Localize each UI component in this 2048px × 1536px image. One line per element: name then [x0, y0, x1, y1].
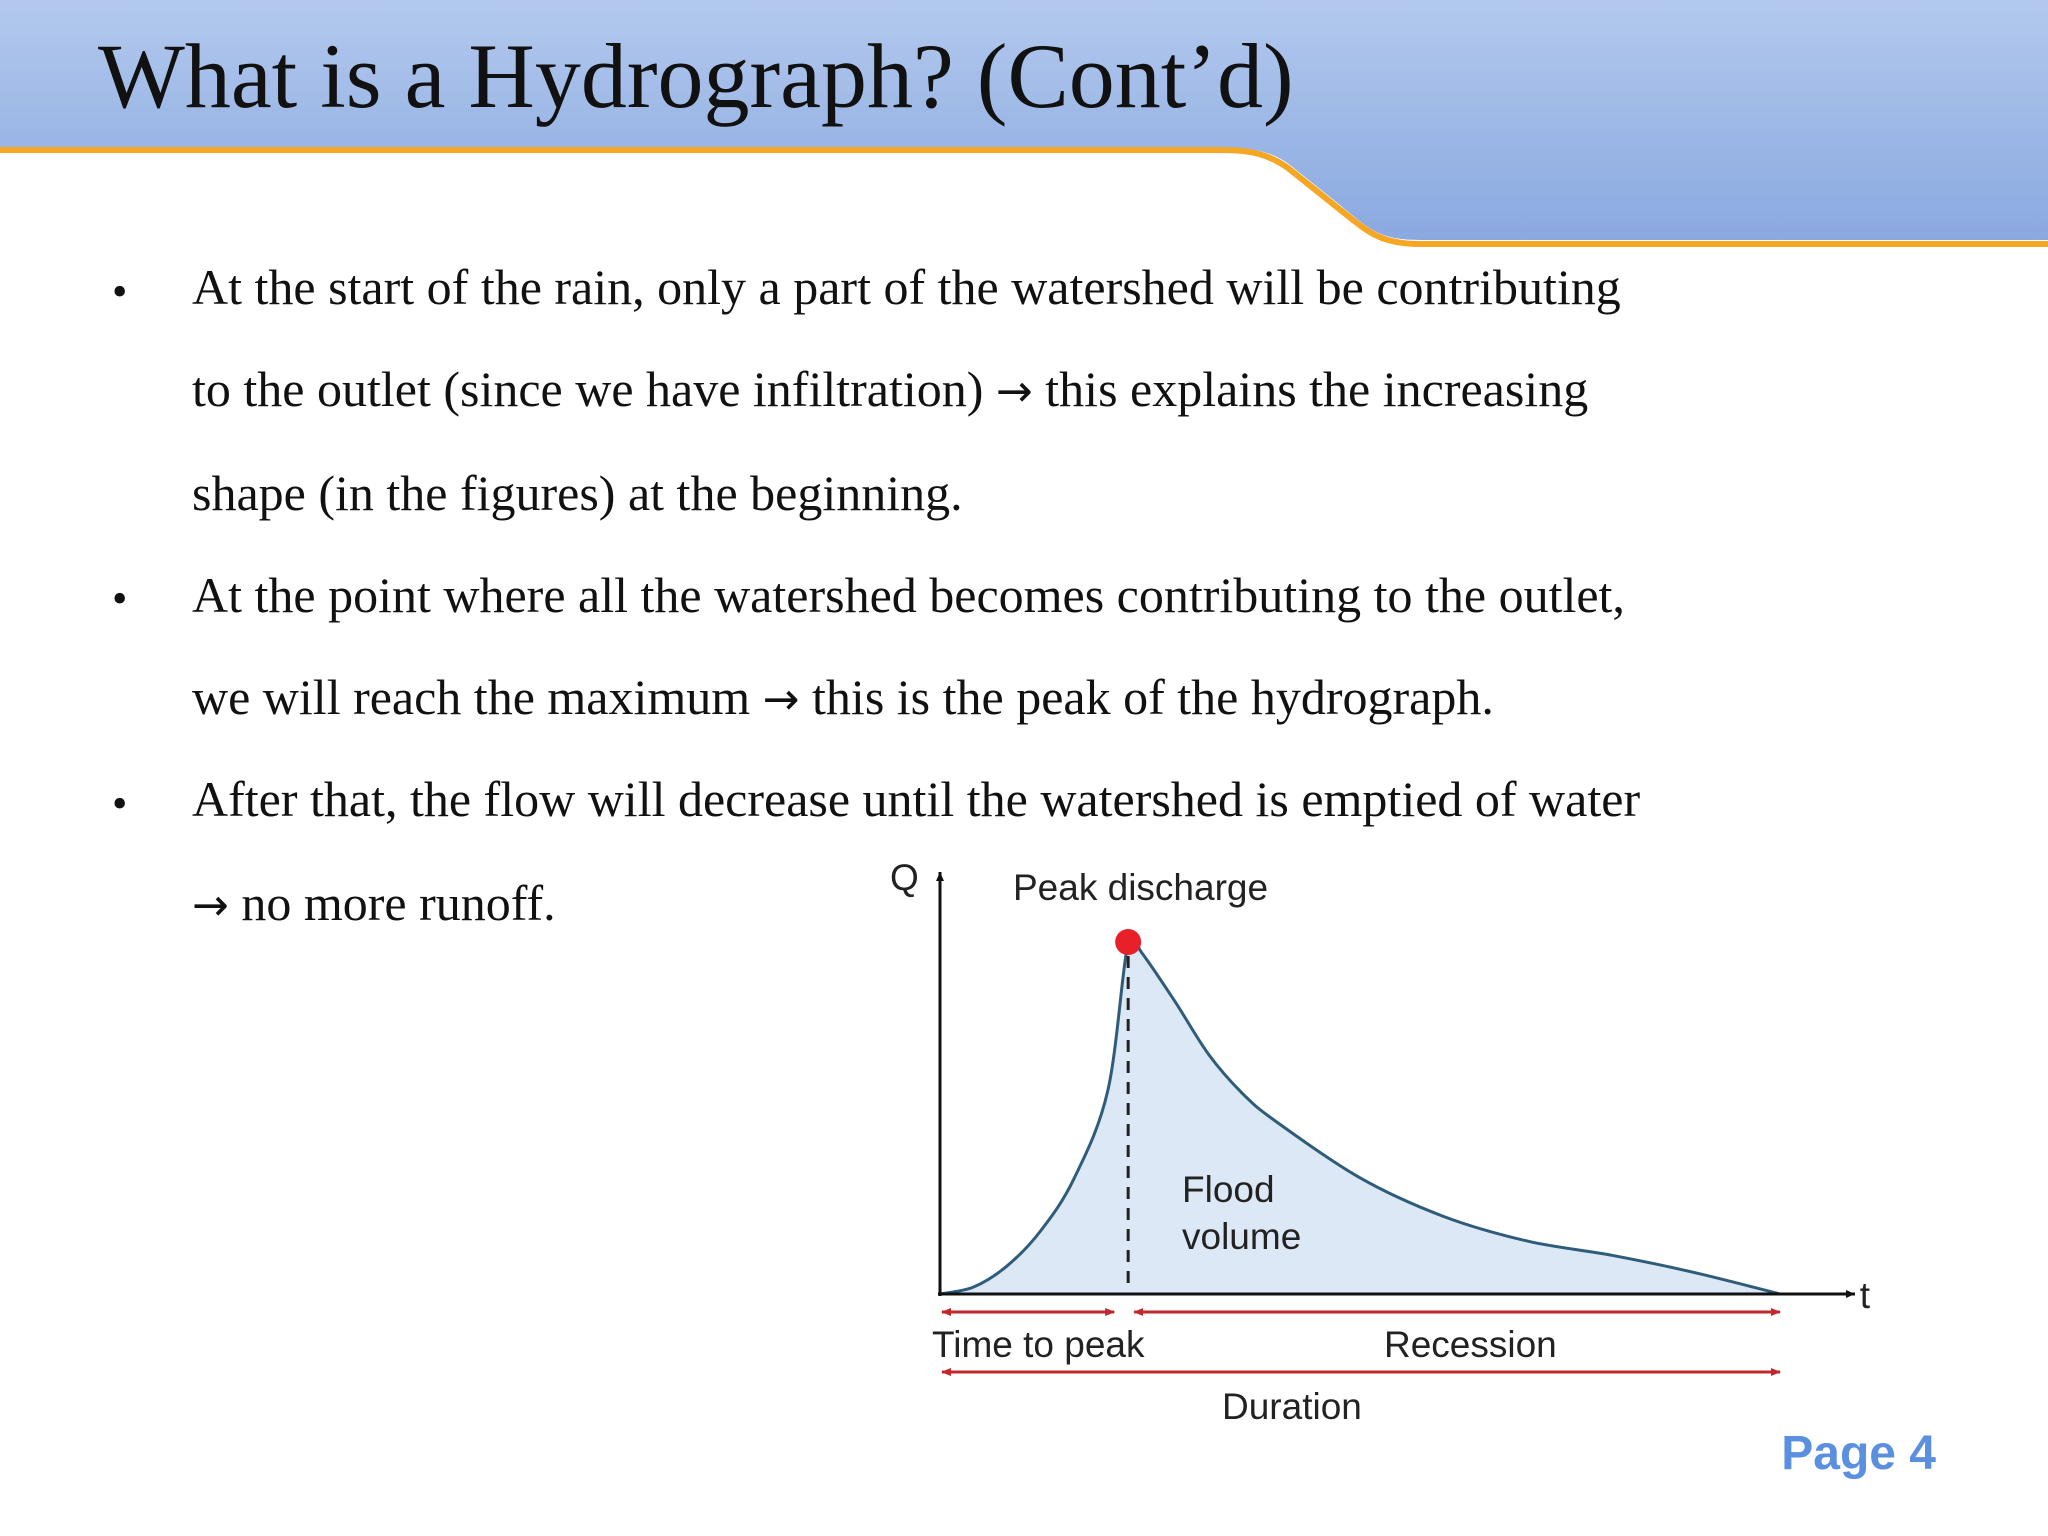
right-arrow-icon: →: [762, 674, 800, 725]
slide-title: What is a Hydrograph? (Cont’d): [98, 25, 1294, 127]
bullet-1-line-2-before: to the outlet (since we have infiltration): [192, 361, 996, 417]
bullet-2-line-2-after: this is the peak of the hydrograph.: [799, 669, 1494, 725]
bullet-3-line-2-after: no more runoff.: [228, 875, 556, 931]
bullet-marker: •: [112, 779, 128, 828]
bullet-1-line-2-after: this explains the increasing: [1032, 361, 1589, 417]
bullet-2-line-2: [192, 669, 1494, 725]
x-axis-label: t: [1859, 1275, 1870, 1316]
bullet-1-line-3: shape (in the figures) at the beginning.: [192, 465, 963, 521]
right-arrow-icon: →: [995, 366, 1033, 417]
bullet-1-line-1: At the start of the rain, only a part of the watershed will be contributing: [192, 259, 1621, 315]
time-to-peak-label: Time to peak: [932, 1324, 1145, 1365]
bullet-marker: •: [112, 267, 128, 316]
bullet-3-line-2: [192, 875, 556, 931]
y-axis-label: Q: [890, 857, 919, 898]
bullet-2-line-1: At the point where all the watershed becomes contributing to the outlet,: [192, 567, 1625, 623]
bullet-marker: •: [112, 574, 128, 623]
duration-label: Duration: [1222, 1386, 1362, 1427]
recession-label: Recession: [1384, 1324, 1557, 1365]
hydrograph-chart: [870, 850, 1880, 1440]
flood-volume-label-line-2: volume: [1182, 1216, 1302, 1257]
right-arrow-icon: →: [192, 880, 229, 931]
peak-discharge-label: Peak discharge: [1013, 867, 1269, 908]
bullet-3-line-1: After that, the flow will decrease until the watershed is emptied of water: [192, 771, 1641, 827]
flood-volume-label-line-1: Flood: [1182, 1169, 1275, 1210]
bullet-2-line-2-before: we will reach the maximum: [192, 669, 763, 725]
page-number: Page 4: [1781, 1427, 1936, 1480]
peak-discharge-marker: [1115, 929, 1141, 955]
bullet-1-line-2: [192, 361, 1589, 417]
flood-volume-area: [940, 932, 1780, 1294]
